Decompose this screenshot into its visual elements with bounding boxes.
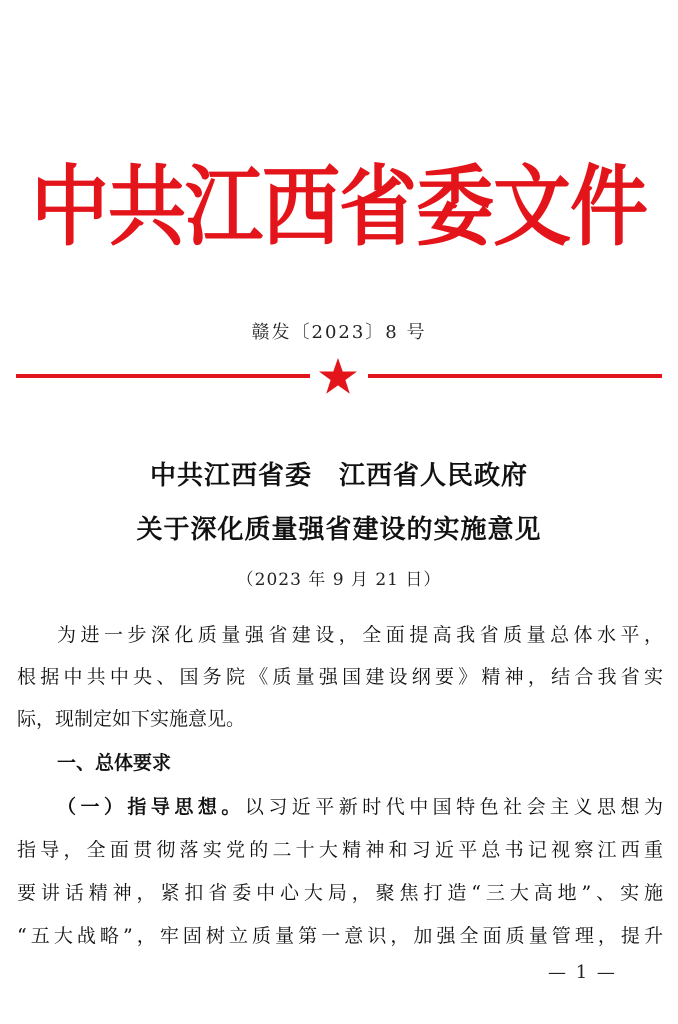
item-label: （一）指导思想。 [57, 796, 245, 818]
document-title-line2: 关于深化质量强省建设的实施意见 [136, 515, 542, 545]
document-title-line1: 中共江西省委 江西省人民政府 [149, 461, 528, 491]
body-line: 际，现制定如下实施意见。 [17, 708, 246, 730]
item-text: 以习近平新时代中国特色社会主义思想为 [244, 796, 663, 818]
issue-date: （2023 年 9 月 21 日） [236, 570, 442, 590]
body-line: 为进一步深化质量强省建设，全面提高我省质量总体水平， [57, 624, 663, 646]
body-line: 根据中共中央、国务院《质量强国建设纲要》精神，结合我省实 [17, 666, 663, 688]
document-number: 赣发〔2023〕8 号 [251, 322, 427, 343]
body-line: 指导，全面贯彻落实党的二十大精神和习近平总书记视察江西重 [17, 839, 663, 861]
body-line: “五大战略”，牢固树立质量第一意识，加强全面质量管理，提升 [17, 925, 663, 947]
section-heading: 一、总体要求 [57, 752, 172, 774]
page-number: — 1 — [548, 962, 617, 983]
red-masthead: 中共江西省委文件 [30, 156, 647, 259]
red-divider-left [16, 374, 310, 378]
red-star-icon [318, 356, 358, 396]
body-line: 要讲话精神，紧扣省委中心大局，聚焦打造“三大高地”、实施 [17, 882, 663, 904]
body-line [17, 786, 663, 828]
red-divider-right [368, 374, 662, 378]
